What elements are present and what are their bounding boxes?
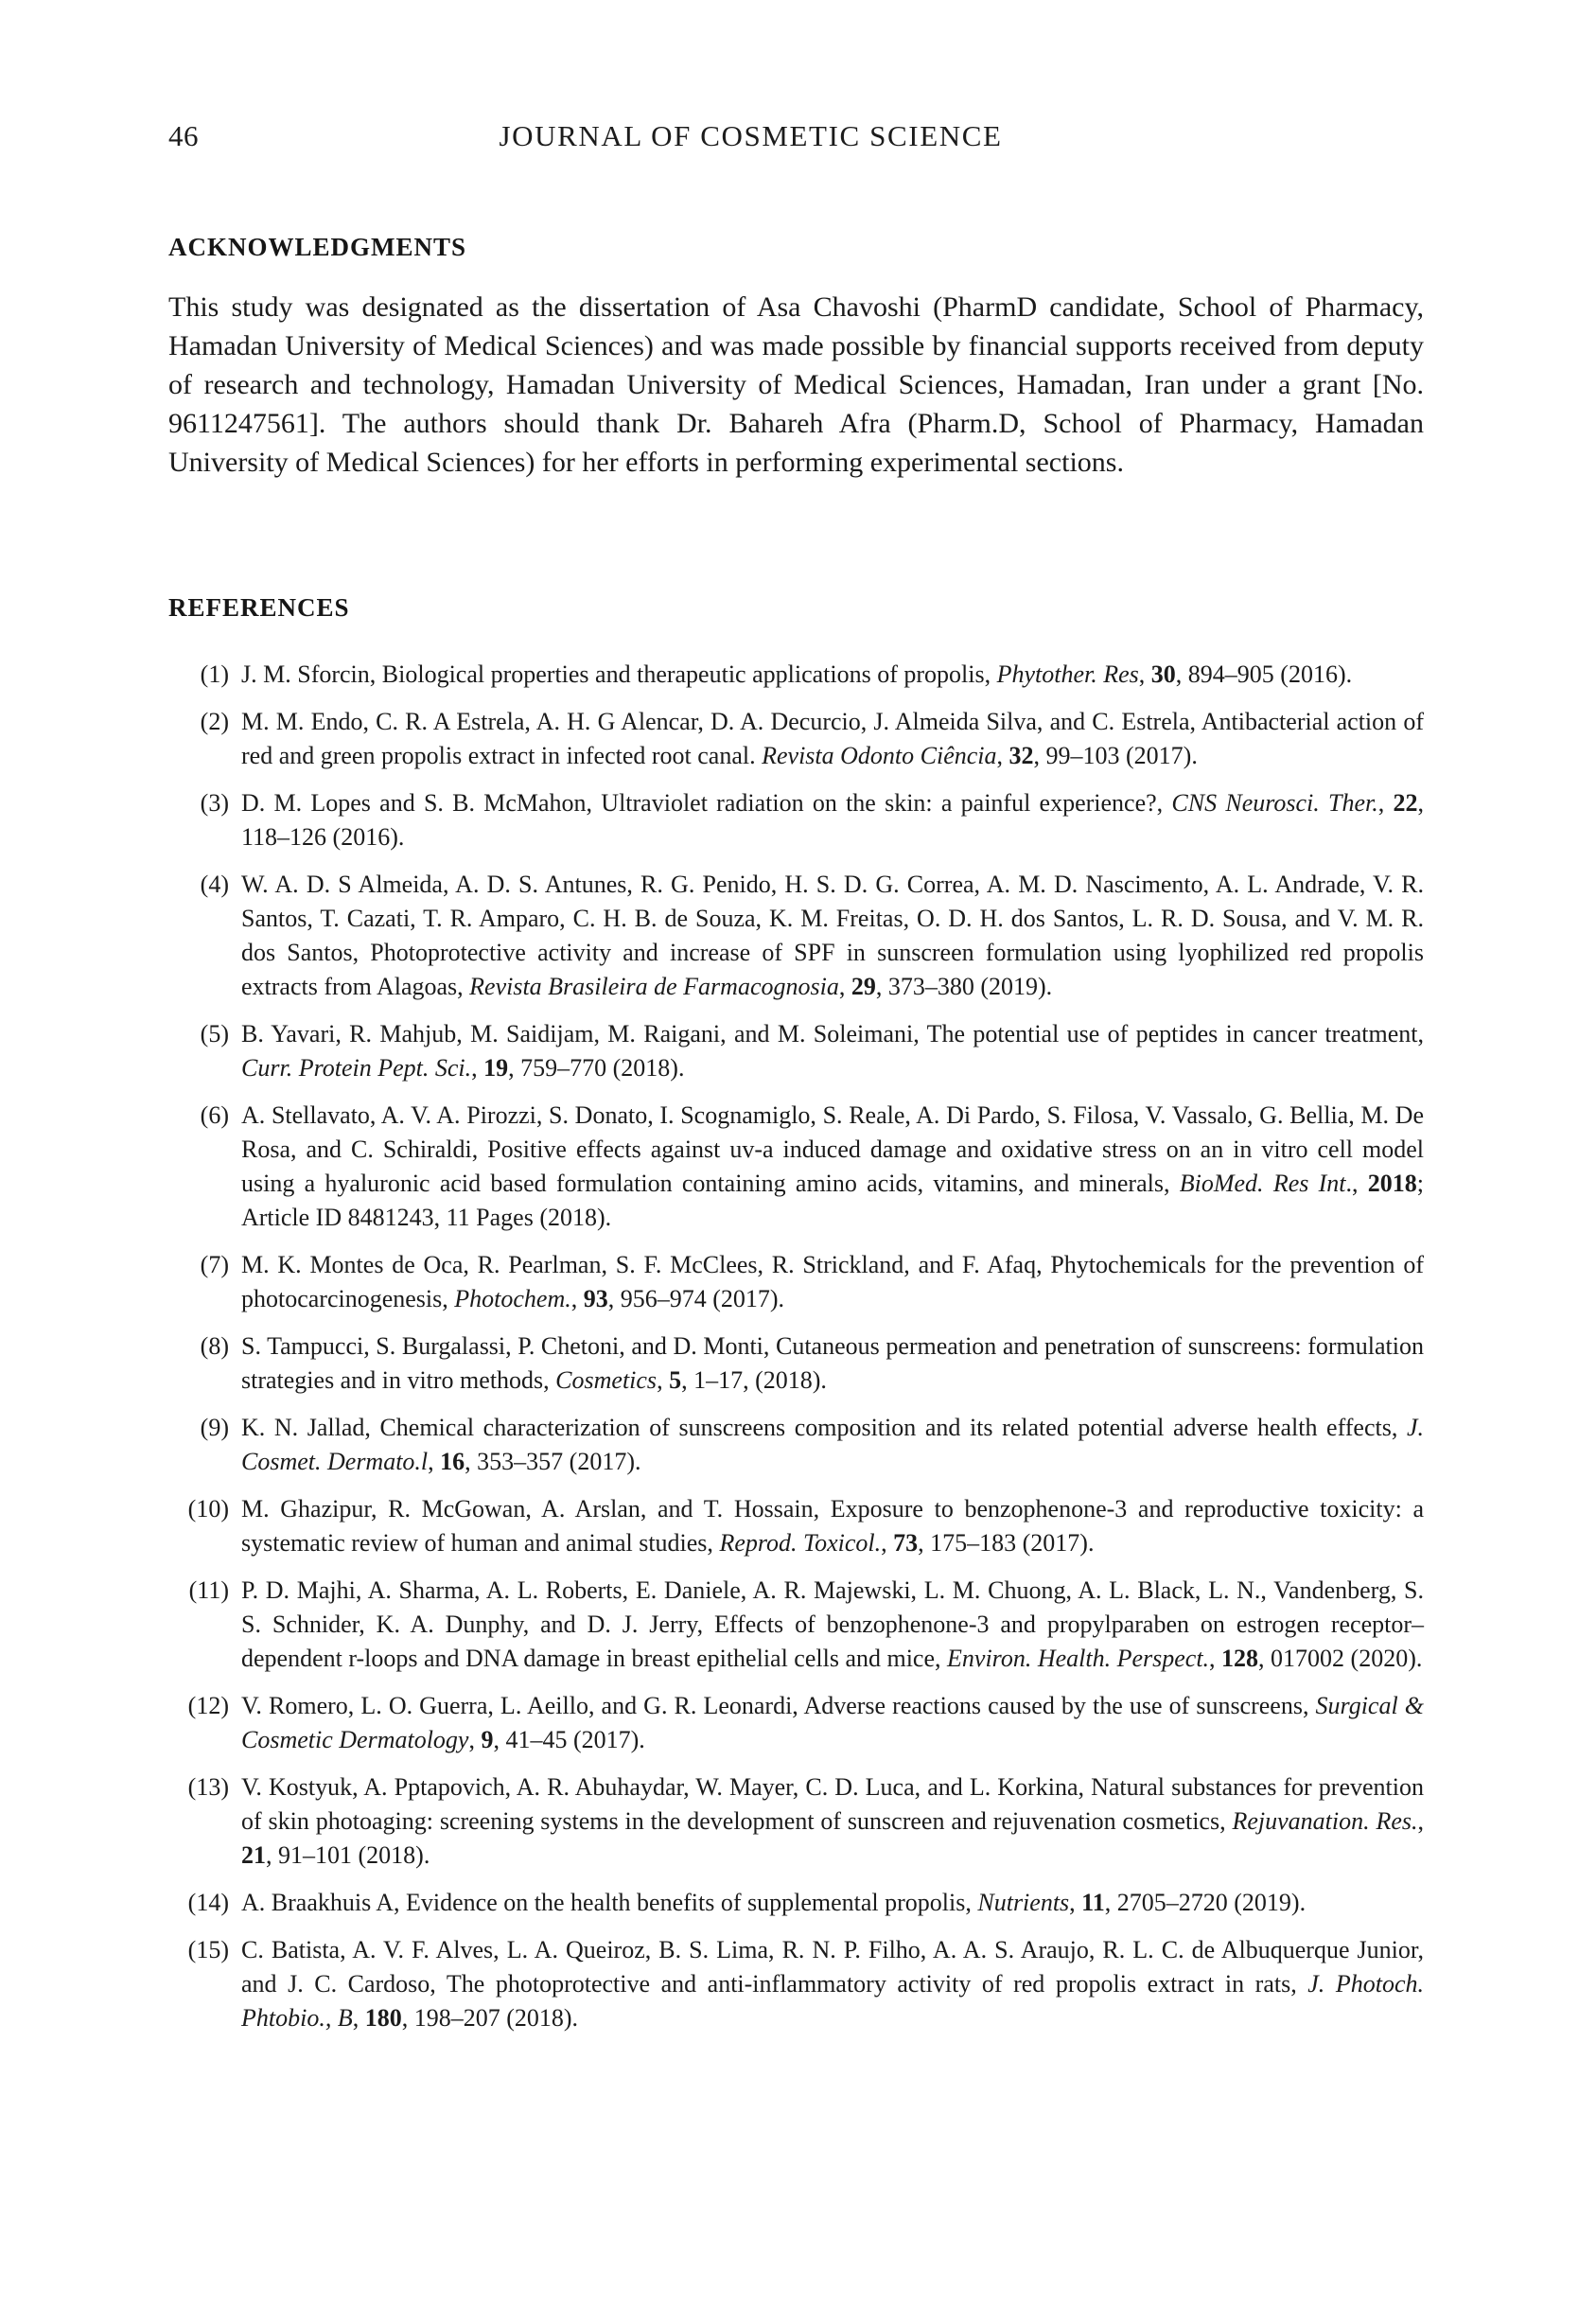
reference-text [241, 705, 1424, 773]
reference-text [241, 786, 1424, 854]
reference-segment-italic: Revista Brasileira de Farmacognosia [469, 973, 839, 1000]
reference-item [168, 1689, 1424, 1757]
reference-text [241, 1574, 1424, 1676]
reference-segment-bold: 32 [1008, 742, 1034, 769]
reference-number: (5) [200, 1020, 229, 1047]
reference-segment-italic: Rejuvanation. Res. [1232, 1807, 1418, 1835]
reference-segment-italic: Nutrients [977, 1889, 1070, 1916]
reference-segment-plain: , [996, 742, 1009, 769]
reference-segment-plain: , 91–101 (2018). [266, 1841, 430, 1869]
reference-item [168, 1770, 1424, 1873]
reference-number: (7) [200, 1251, 229, 1278]
reference-number: (8) [200, 1332, 229, 1360]
reference-number: (6) [200, 1101, 229, 1129]
reference-segment-plain: , 41–45 (2017). [493, 1726, 645, 1753]
reference-segment-bold: 21 [241, 1841, 266, 1869]
reference-segment-plain: M. M. Endo, C. R. A Estrela, A. H. G Alencar, D. A. Decurcio, J. Almeida Silva, and C. Estrela, Antibacterial action of red and green propolis extract in infected root canal. [241, 708, 1424, 769]
reference-segment-plain: , [881, 1529, 894, 1557]
page-header [168, 119, 1424, 161]
reference-segment-plain: , [468, 1726, 482, 1753]
reference-item [168, 1017, 1424, 1085]
reference-segment-plain: P. D. Majhi, A. Sharma, A. L. Roberts, E. Daniele, A. R. Majewski, L. M. Chuong, A. L. Black, L. N., Vandenberg, S. S. Schnider, K. A. Dunphy, and D. J. Jerry, Effects of benzophenone-3 and propylparaben on estrogen receptor–dependent r-loops and DNA damage in breast epithelial cells and mice, [241, 1576, 1424, 1672]
reference-segment-plain: , 1–17, (2018). [681, 1366, 827, 1394]
reference-number: (2) [200, 708, 229, 735]
reference-number: (14) [187, 1889, 229, 1916]
reference-segment-plain: , 373–380 (2019). [875, 973, 1053, 1000]
reference-segment-plain: , 759–770 (2018). [508, 1054, 685, 1082]
reference-text [241, 1770, 1424, 1873]
reference-segment-plain: V. Romero, L. O. Guerra, L. Aeillo, and G. R. Leonardi, Adverse reactions caused by the use of sunscreens, [241, 1692, 1316, 1719]
reference-segment-plain: , [428, 1448, 441, 1475]
reference-segment-italic: J. Cosmet. Dermato.l [241, 1414, 1424, 1475]
reference-segment-italic: Revista Odonto Ciência [762, 742, 997, 769]
reference-text [241, 1248, 1424, 1316]
reference-text [241, 1689, 1424, 1757]
reference-segment-plain: , 2705–2720 (2019). [1104, 1889, 1307, 1916]
reference-number: (4) [200, 871, 229, 898]
reference-segment-plain: B. Yavari, R. Mahjub, M. Saidijam, M. Raigani, and M. Soleimani, The potential use of peptides in cancer treatment, [241, 1020, 1424, 1047]
journal-title: JOURNAL OF COSMETIC SCIENCE [499, 119, 1003, 152]
reference-segment-bold: 30 [1150, 660, 1176, 688]
reference-segment-plain: , 353–357 (2017). [465, 1448, 641, 1475]
reference-segment-bold: 11 [1081, 1889, 1105, 1916]
reference-item [168, 1099, 1424, 1235]
reference-item [168, 1933, 1424, 2035]
reference-segment-italic: Curr. Protein Pept. Sci. [241, 1054, 472, 1082]
reference-segment-italic: Cosmetics [555, 1366, 658, 1394]
reference-segment-plain: , [1209, 1645, 1222, 1672]
reference-text [241, 1411, 1424, 1479]
reference-segment-bold: 93 [583, 1285, 608, 1312]
acknowledgments-section [168, 233, 1424, 482]
reference-segment-plain: , [1417, 1807, 1424, 1835]
reference-segment-plain: , 99–103 (2017). [1033, 742, 1198, 769]
reference-number: (13) [187, 1773, 229, 1801]
reference-segment-plain: , 956–974 (2017). [607, 1285, 785, 1312]
reference-segment-italic: Surgical & Cosmetic Dermatology [241, 1692, 1424, 1753]
reference-segment-plain: , 894–905 (2016). [1175, 660, 1353, 688]
reference-segment-plain: , 198–207 (2018). [401, 2004, 579, 2032]
reference-text [241, 1933, 1424, 2035]
reference-segment-plain: , [1138, 660, 1151, 688]
acknowledgments-heading: ACKNOWLEDGMENTS [168, 233, 467, 261]
reference-segment-plain: M. K. Montes de Oca, R. Pearlman, S. F. McClees, R. Strickland, and F. Afaq, Phytochemicals for the prevention of photocarcinogenesis, [241, 1251, 1424, 1312]
reference-segment-plain: , [1069, 1889, 1082, 1916]
reference-segment-plain: A. Braakhuis A, Evidence on the health benefits of supplemental propolis, [241, 1889, 978, 1916]
reference-segment-plain: J. M. Sforcin, Biological properties and therapeutic applications of propolis, [241, 660, 997, 688]
reference-segment-plain: , [657, 1366, 670, 1394]
reference-number: (9) [200, 1414, 229, 1441]
reference-segment-plain: ; Article ID 8481243, 11 Pages (2018). [241, 1170, 1424, 1231]
reference-segment-plain: K. N. Jallad, Chemical characterization of sunscreens composition and its related potential adverse health effects, [241, 1414, 1407, 1441]
reference-segment-bold: 19 [483, 1054, 509, 1082]
reference-segment-plain: , [838, 973, 851, 1000]
reference-text [241, 658, 1424, 692]
reference-segment-bold: 180 [364, 2004, 402, 2032]
reference-segment-bold: 16 [440, 1448, 465, 1475]
reference-segment-bold: 5 [669, 1366, 682, 1394]
reference-segment-italic: BioMed. Res Int [1179, 1170, 1346, 1197]
reference-item [168, 868, 1424, 1004]
reference-segment-plain: , [352, 2004, 365, 2032]
reference-segment-plain: V. Kostyuk, A. Pptapovich, A. R. Abuhaydar, W. Mayer, C. D. Luca, and L. Korkina, Natural substances for prevention of skin photoaging: screening systems in the development of sunscreen and rejuvenation cosmetics, [241, 1773, 1424, 1835]
reference-number: (1) [200, 660, 229, 688]
reference-item [168, 1886, 1424, 1920]
reference-segment-plain: A. Stellavato, A. V. A. Pirozzi, S. Donato, I. Scognamiglo, S. Reale, A. Di Pardo, S. Filosa, V. Vassalo, G. Bellia, M. De Rosa, and C. Schiraldi, Positive effects against uv-a induced damage and oxidative stress on an in vitro cell model using a hyaluronic acid based formulation containing amino acids, vitamins, and minerals, [241, 1101, 1424, 1197]
references-heading: REFERENCES [168, 593, 350, 622]
reference-segment-bold: 73 [893, 1529, 919, 1557]
reference-text [241, 1886, 1424, 1920]
reference-text [241, 1099, 1424, 1235]
references-section [168, 593, 1424, 2035]
reference-number: (3) [200, 789, 229, 817]
reference-number: (11) [188, 1576, 229, 1604]
reference-segment-plain: , 118–126 (2016). [241, 789, 1424, 851]
reference-segment-plain: ., [1345, 1170, 1368, 1197]
reference-item [168, 1248, 1424, 1316]
reference-text [241, 1017, 1424, 1085]
reference-item [168, 1329, 1424, 1398]
references-list [168, 658, 1424, 2035]
reference-segment-italic: Reprod. Toxicol. [719, 1529, 882, 1557]
reference-segment-italic: Phytother. Res [996, 660, 1139, 688]
reference-segment-plain: , [570, 1285, 584, 1312]
reference-item [168, 1574, 1424, 1676]
reference-segment-bold: 2018 [1367, 1170, 1417, 1197]
reference-item [168, 658, 1424, 692]
reference-segment-plain: W. A. D. S Almeida, A. D. S. Antunes, R. G. Penido, H. S. D. G. Correa, A. M. D. Nascimento, A. L. Andrade, V. R. Santos, T. Cazati, T. R. Amparo, C. H. B. de Souza, K. M. Freitas, O. D. H. dos Santos, L. R. D. Sousa, and V. M. R. dos Santos, Photoprotective activity and increase of SPF in sunscreen formulation using lyophilized red propolis extracts from Alagoas, [241, 871, 1424, 1000]
reference-segment-italic: J. Photoch. Phtobio., B [241, 1970, 1424, 2032]
reference-segment-bold: 22 [1393, 789, 1418, 817]
reference-segment-plain: , [1377, 789, 1394, 817]
reference-segment-italic: CNS Neurosci. Ther. [1171, 789, 1378, 817]
reference-number: (15) [187, 1936, 229, 1963]
reference-segment-plain: C. Batista, A. V. F. Alves, L. A. Queiroz, B. S. Lima, R. N. P. Filho, A. A. S. Araujo, R. L. C. de Albuquerque Junior, and J. C. Cardoso, The photoprotective and anti-inflammatory activity of red propolis extract in rats, [241, 1936, 1424, 1998]
reference-item [168, 1492, 1424, 1560]
reference-segment-bold: 29 [851, 973, 876, 1000]
acknowledgments-body: This study was designated as the dissertation of Asa Chavoshi (PharmD candidate, School of Pharmacy, Hamadan University of Medical Sciences) and was made possible by financial supports received from deputy of research and technology, Hamadan University of Medical Sciences, Hamadan, Iran under a grant [No. 9611247561]. The authors should thank Dr. Bahareh Afra (Pharm.D, School of Pharmacy, Hamadan University of Medical Sciences) for her efforts in performing experimental sections. [168, 291, 1424, 478]
reference-number: (12) [187, 1692, 229, 1719]
page-number: 46 [168, 119, 199, 152]
reference-segment-plain: D. M. Lopes and S. B. McMahon, Ultraviolet radiation on the skin: a painful experience?, [241, 789, 1172, 817]
reference-item [168, 786, 1424, 854]
reference-segment-plain: , 175–183 (2017). [918, 1529, 1095, 1557]
reference-segment-italic: Environ. Health. Perspect. [947, 1645, 1210, 1672]
reference-segment-plain: , 017002 (2020). [1258, 1645, 1423, 1672]
reference-text [241, 868, 1424, 1004]
reference-number: (10) [187, 1495, 229, 1523]
reference-text [241, 1492, 1424, 1560]
reference-segment-plain: M. Ghazipur, R. McGowan, A. Arslan, and T. Hossain, Exposure to benzophenone-3 and reproductive toxicity: a systematic review of human and animal studies, [241, 1495, 1424, 1557]
reference-segment-bold: 128 [1221, 1645, 1259, 1672]
reference-segment-italic: Photochem. [454, 1285, 571, 1312]
reference-item [168, 705, 1424, 773]
reference-segment-bold: 9 [481, 1726, 494, 1753]
reference-item [168, 1411, 1424, 1479]
reference-segment-plain: S. Tampucci, S. Burgalassi, P. Chetoni, and D. Monti, Cutaneous permeation and penetration of sunscreens: formulation strategies and in vitro methods, [241, 1332, 1424, 1394]
reference-segment-plain: , [471, 1054, 484, 1082]
reference-text [241, 1329, 1424, 1398]
